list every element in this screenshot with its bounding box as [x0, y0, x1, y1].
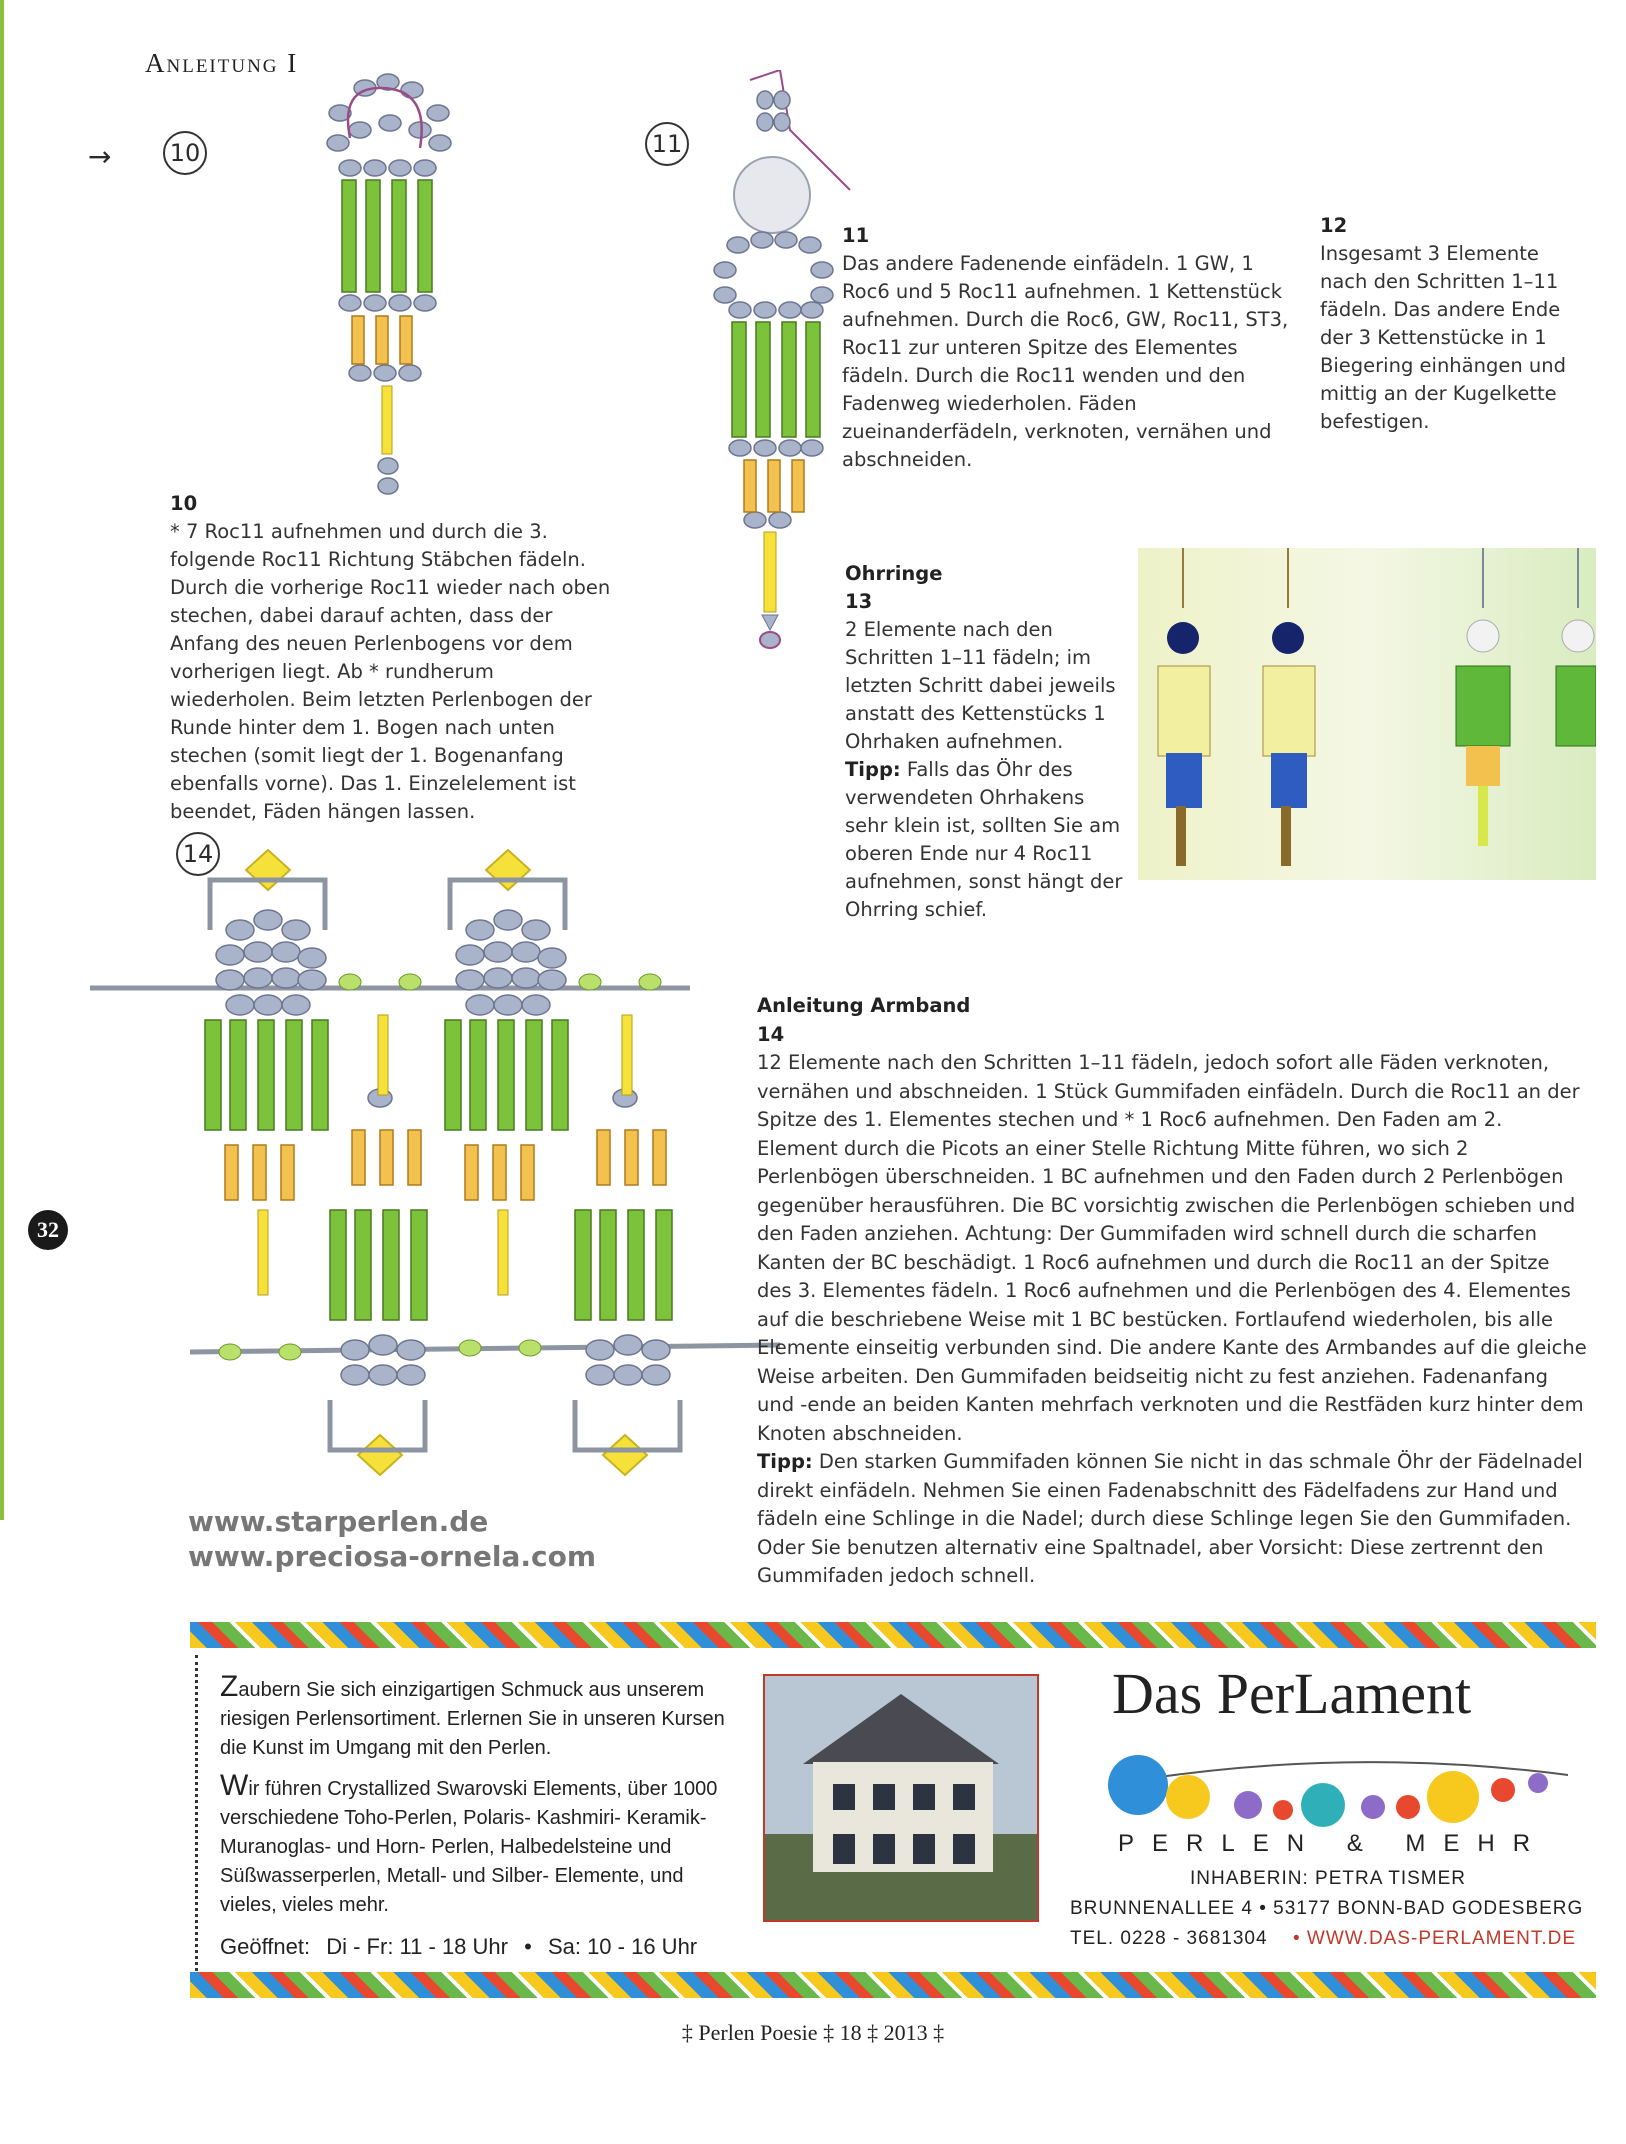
step-10-text: [170, 490, 615, 826]
ad-opening-hours: [220, 1932, 697, 1961]
beads-logo-graphic: [1098, 1735, 1588, 1845]
shop-photo: [763, 1674, 1039, 1922]
ad-paragraph-2: ir führen Crystallized Swarovski Elements, über 1000 verschiedene Toho-Perlen, Polaris- Kashmiri- Keramik- Muranoglas- und Horn- Perlen, Halbedelsteine und Süßwasserperlen, Metall- und Silber- Elemente, und vieles, vieles mehr.: [220, 1778, 718, 1916]
ohrringe-title: Ohrringe: [845, 562, 943, 585]
ad-text: [220, 1672, 740, 1920]
ad-bottom-band: [190, 1972, 1596, 1998]
earrings-photo: [1138, 548, 1596, 880]
armband-title: Anleitung Armband: [757, 994, 971, 1017]
shop-owner: INHABERIN: PETRA TISMER: [1190, 1868, 1467, 1889]
armband-number: 14: [757, 1022, 785, 1046]
armband-tipp-label: Tipp:: [757, 1450, 813, 1473]
step-11-marker: 11: [645, 122, 689, 166]
step-14-bracelet-diagram: [90, 840, 780, 1480]
page-footer: ‡ Perlen Poesie ‡ 18 ‡ 2013 ‡: [681, 2020, 945, 2045]
ohrringe-section: [845, 560, 1123, 924]
ohrringe-tipp-text: Falls das Öhr des verwendeten Ohrhakens sehr klein ist, sollten Sie am oberen Ende nur 4 Roc11 aufnehmen, sonst hängt der Ohrring schief.: [845, 758, 1123, 921]
hours-bullet: •: [524, 1934, 532, 1959]
armband-body: 12 Elemente nach den Schritten 1–11 fädeln, jedoch sofort alle Fäden verknoten, vernähen und abschneiden. 1 Stück Gummifaden einfädeln. Durch die Roc11 an der Spitze des 1. Elementes stechen und * 1 Roc6 aufnehmen. Den Faden am 2. Element durch die Picots an einer Stelle Richtung Mitte führen, wo sich 2 Perlenbögen überschneiden. 1 BC aufnehmen und den Faden durch 2 Perlenbögen gegenüber herausführen. Die BC vorsichtig zwischen die Perlenbögen schieben und den Faden anziehen. Achtung: Der Gummifaden wird schnell durch die scharfen Kanten der BC beschädigt. 1 Roc6 aufnehmen und durch die Roc11 an der Spitze des 3. Elementes fädeln. 1 Roc6 aufnehmen und die Perlenbögen des 4. Elementes auf die beschriebene Weise mit 1 BC bestücken. Fortlaufend wiederholen, bis alle Elemente einseitig verbunden sind. Die andere Kante des Armbandes auf die gleiche Weise arbeiten. Den Gummifaden beidseitig nicht zu fest anziehen. Fadenanfang und -ende an beiden Kanten mehrfach verknoten und die Restfäden kurz hinter dem Knoten abschneiden.: [757, 1051, 1587, 1445]
step-10-number: 10: [170, 492, 198, 515]
section-header: Anleitung I: [145, 48, 299, 78]
shop-website[interactable]: • WWW.DAS-PERLAMENT.DE: [1293, 1928, 1577, 1949]
arrow-icon: →: [88, 140, 112, 173]
step-12-text: [1320, 212, 1585, 436]
step-10-marker: 10: [163, 131, 207, 175]
step-11-number: 11: [842, 224, 870, 247]
page-edge-accent: [0, 0, 4, 1520]
step-11-body: Das andere Fadenende einfädeln. 1 GW, 1 Roc6 und 5 Roc11 aufnehmen. 1 Kettenstück aufnehmen. Durch die Roc6, GW, Roc11, ST3, Roc11 zur unteren Spitze des Elementes fädeln. Durch die Roc11 wenden und den Fadenweg wiederholen. Fäden zueinanderfädeln, verknoten, vernähen und abschneiden.: [842, 252, 1289, 471]
ad-paragraph-1: aubern Sie sich einzigartigen Schmuck aus unserem riesigen Perlensortiment. Erlernen Sie in unseren Kursen die Kunst im Umgang mit den Perlen.: [220, 1679, 725, 1759]
ohrringe-number: 13: [845, 590, 873, 613]
ad-dropcap-2: W: [220, 1769, 249, 1802]
shop-phone: TEL. 0228 - 3681304: [1070, 1928, 1268, 1949]
url-starperlen[interactable]: www.starperlen.de: [188, 1505, 489, 1538]
shop-logo: Das PerLament: [1112, 1661, 1472, 1726]
hours-label: Geöffnet:: [220, 1934, 311, 1959]
step-14-marker: 14: [176, 832, 220, 876]
shop-address: BRUNNENALLEE 4 • 53177 BONN-BAD GODESBERG: [1070, 1898, 1584, 1919]
ad-dropcap-1: Z: [220, 1670, 239, 1703]
ad-top-band: [190, 1622, 1596, 1648]
armband-section: [757, 992, 1587, 1591]
step-12-body: Insgesamt 3 Elemente nach den Schritten 1–11 fädeln. Das andere Ende der 3 Kettenstücke in 1 Biegering einhängen und mittig an der Kugelkette befestigen.: [1320, 242, 1567, 433]
ohrringe-body: 2 Elemente nach den Schritten 1–11 fädeln; im letzten Schritt dabei jeweils anstatt des Kettenstücks 1 Ohrhaken aufnehmen.: [845, 618, 1116, 753]
step-12-number: 12: [1320, 214, 1348, 237]
url-preciosa[interactable]: www.preciosa-ornela.com: [188, 1540, 597, 1573]
shop-tagline: PERLEN & MEHR: [1118, 1830, 1549, 1857]
step-10-diagram: [320, 68, 470, 508]
ohrringe-tipp-label: Tipp:: [845, 758, 901, 781]
step-10-body: * 7 Roc11 aufnehmen und durch die 3. folgende Roc11 Richtung Stäbchen fädeln. Durch die vorherige Roc11 wieder nach oben stechen, dabei darauf achten, dass der Anfang des neuen Perlenbogens vor dem vorherigen liegt. Ab * rundherum wiederholen. Beim letzten Perlenbogen der Runde hinter dem 1. Bogen nach unten stechen (somit liegt der 1. Bogenanfang ebenfalls vorne). Das 1. Einzelelement ist beendet, Fäden hängen lassen.: [170, 520, 611, 823]
armband-tipp-text: Den starken Gummifaden können Sie nicht in das schmale Öhr der Fädelnadel direkt einfädeln. Nehmen Sie einen Fadenabschnitt des Fädelfadens zur Hand und fädeln eine Schlinge in die Nadel; durch diese Schlinge legen Sie den Gummifaden. Oder Sie benutzen alternativ eine Spaltnadel, aber Vorsicht: Diese zertrennt den Gummifaden jedoch schnell.: [757, 1450, 1583, 1587]
hours-saturday: Sa: 10 - 16 Uhr: [547, 1934, 698, 1959]
hours-weekday: Di - Fr: 11 - 18 Uhr: [326, 1934, 508, 1959]
step-11-text: [842, 222, 1297, 474]
page-number-badge: 32: [28, 1210, 68, 1250]
